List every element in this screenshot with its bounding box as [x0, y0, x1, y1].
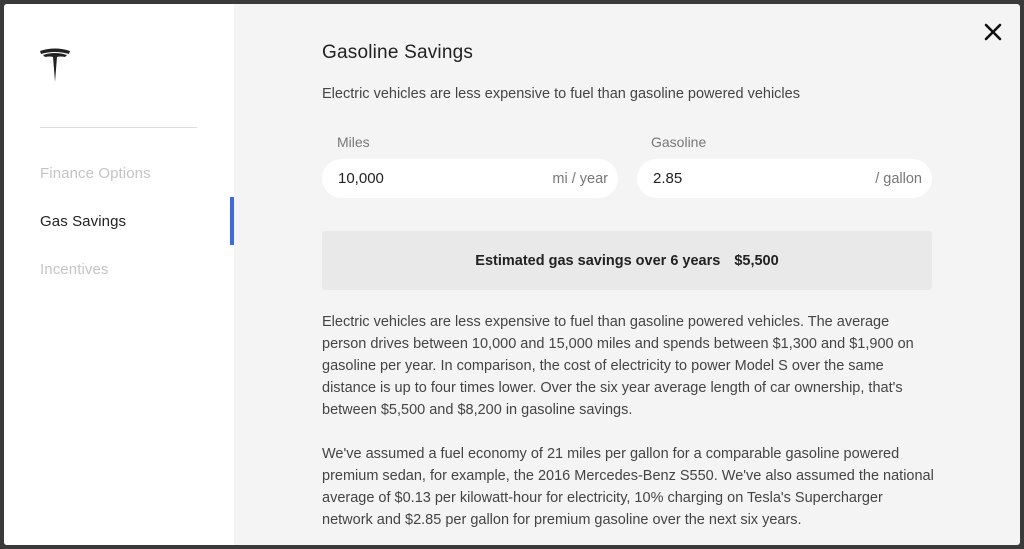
miles-input[interactable] [338, 170, 488, 187]
sidebar-item-gas-savings[interactable]: Gas Savings [40, 213, 127, 230]
sidebar-item-finance-options[interactable]: Finance Options [40, 165, 151, 182]
estimate-amount: $5,500 [734, 252, 779, 269]
estimate-label: Estimated gas savings over 6 years [475, 252, 721, 269]
estimate-box [322, 231, 932, 290]
miles-label: Miles [337, 134, 370, 150]
gasoline-label: Gasoline [651, 134, 707, 150]
gasoline-price-input[interactable] [653, 170, 803, 187]
assumptions-paragraph: We've assumed a fuel economy of 21 miles per gallon for a comparable gasoline powered premium sedan, for example, the 2016 Mercedes-Benz S550. We've also assumed the national average of $0.13 per kilowatt-hour for electricity, 10% charging on Tesla's Supercharger network and $2.85 per gallon for premium gasoline over the next six years. [322, 446, 934, 528]
active-nav-indicator [230, 197, 234, 245]
gas-savings-modal [4, 4, 1020, 545]
sidebar-divider [40, 127, 197, 128]
miles-field[interactable] [322, 159, 618, 198]
sidebar [4, 4, 234, 545]
page-title: Gasoline Savings [322, 42, 474, 63]
page-subtitle: Electric vehicles are less expensive to fuel than gasoline powered vehicles [322, 86, 800, 102]
gasoline-field[interactable] [637, 159, 932, 198]
sidebar-item-incentives[interactable]: Incentives [40, 261, 109, 278]
miles-unit: mi / year [552, 170, 608, 187]
explanation-paragraph: Electric vehicles are less expensive to fuel than gasoline powered vehicles. The average person drives between 10,000 and 15,000 miles and spends between $1,300 and $1,900 on gasoline per year. In comparison, the cost of electricity to power Model S over the same distance is up to four times lower. Over the six year average length of car ownership, that's between $5,500 and $8,200 in gasoline savings. [322, 314, 914, 418]
close-icon [980, 19, 1006, 45]
tesla-logo [38, 48, 72, 84]
close-button[interactable] [980, 19, 1006, 45]
gasoline-unit: / gallon [875, 170, 922, 187]
